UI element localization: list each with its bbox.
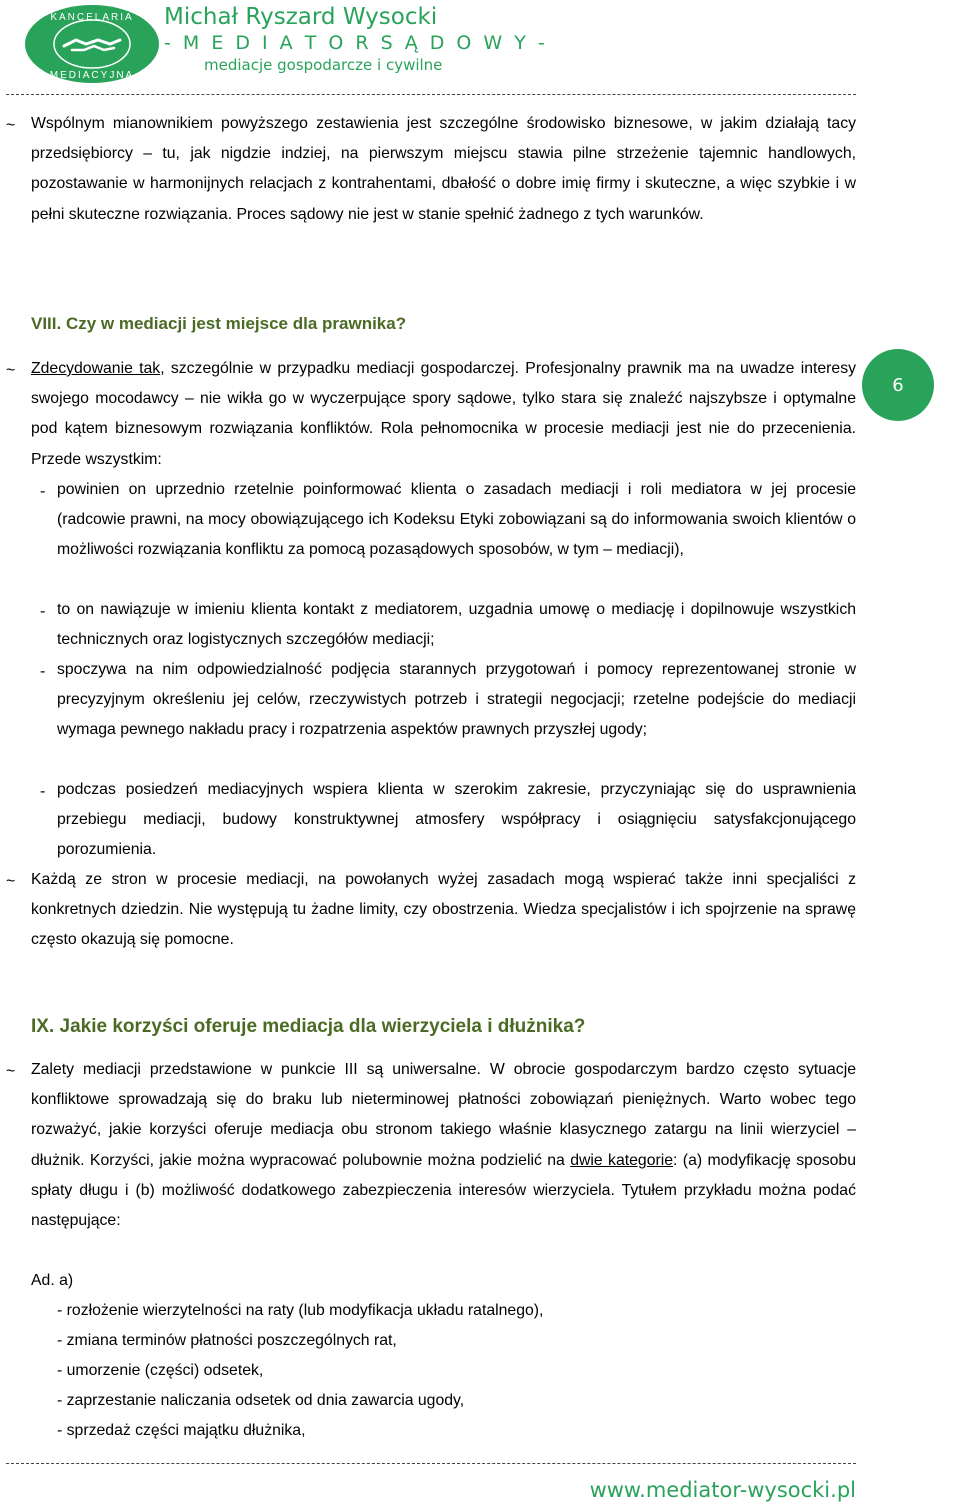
- paragraph-benefits: [31, 1055, 856, 1236]
- dash-marker: -: [40, 603, 46, 620]
- list-item: - rozłożenie wierzytelności na raty (lub modyfikacja układu ratalnego),: [57, 1302, 544, 1319]
- tilde-marker: ~: [6, 873, 16, 890]
- header-divider: [6, 94, 856, 95]
- list-item: - sprzedaż części majątku dłużnika,: [57, 1422, 306, 1439]
- paragraph-lawyer-text: , szczególnie w przypadku mediacji gospodarczej. Profesjonalny prawnik ma na uwadze interesy swojego mocodawcy – nie wikła go w wyczerpujące spory sądowe, tylko stara się znaleźć najszybsze i optymalne pod kątem biznesowym rozwiązania konfliktów. Rola pełnomocnika w procesie mediacji jest nie do przecenienia. Przede wszystkim:: [31, 360, 857, 468]
- paragraph-specialists: Każdą ze stron w procesie mediacji, na powołanych wyżej zasadach mogą wspierać także inni specjaliści z konkretnych dziedzin. Nie występują tu żadne limity, czy obostrzenia. Wiedza specjalistów i ich spojrzenie na sprawę często okazują się pomocne.: [31, 871, 856, 949]
- logo-text-top: KANCELARIA: [50, 12, 134, 23]
- header-text: [164, 2, 548, 76]
- page-header: [0, 0, 960, 96]
- header-subtitle: mediacje gospodarcze i cywilne: [204, 56, 443, 74]
- heading-section-ix: IX. Jakie korzyści oferuje mediacja dla wierzyciela i dłużnika?: [31, 1016, 586, 1037]
- list-item: spoczywa na nim odpowiedzialność podjęcia starannych przygotowań i pomocy reprezentowanej stronie w precyzyjnym określeniu jej celów, rzeczywistych potrzeb i strategii negocjacji; rzetelne podejście do mediacji wymaga pewnego nakładu pracy i rozpatrzenia aspektów prawnych przyszłej ugody;: [57, 661, 856, 739]
- footer-divider: [6, 1463, 856, 1464]
- header-name: Michał Ryszard Wysocki: [164, 4, 438, 30]
- list-item: - zmiana terminów płatności poszczególnych rat,: [57, 1332, 397, 1349]
- list-item: - zaprzestanie naliczania odsetek od dnia zawarcia ugody,: [57, 1392, 465, 1409]
- kancelaria-logo: [24, 4, 160, 84]
- dash-marker: -: [40, 783, 46, 800]
- paragraph-intro: Wspólnym mianownikiem powyższego zestawienia jest szczególne środowisko biznesowe, w jakim działają tacy przedsiębiorcy – tu, jak nigdzie indziej, na pierwszym miejscu stawia pilne strzeżenie tajemnic handlowych, pozostawanie w harmonijnych relacjach z kontrahentami, dbałość o dobre imię firmy i skuteczne, a więc szybkie i w pełni skuteczne rozwiązania. Proces sądowy nie jest w stanie spełnić żadnego z tych warunków.: [31, 115, 856, 223]
- underlined-phrase: dwie kategorie: [570, 1151, 674, 1169]
- list-item: podczas posiedzeń mediacyjnych wspiera klienta w szerokim zakresie, przyczyniając się do usprawnienia przebiegu mediacji, budowy konstruktywnej atmosfery współpracy i osiągnięciu satysfakcjonującego porozumienia.: [57, 781, 856, 859]
- underlined-phrase: Zdecydowanie tak: [31, 360, 161, 377]
- header-role: - M E D I A T O R S Ą D O W Y -: [164, 32, 548, 54]
- footer-website-link[interactable]: www.mediator-wysocki.pl: [589, 1478, 856, 1502]
- paragraph-benefits-text-b: : (a) modyfikację sposobu spłaty długu i (b) możliwość dodatkowego zabezpieczenia interesów wierzyciela. Tytułem przykładu można podać następujące:: [31, 1151, 856, 1230]
- list-item: powinien on uprzednio rzetelnie poinformować klienta o zasadach mediacji i roli mediatora w jej procesie (radcowie prawni, na mocy obowiązującego ich Kodeksu Etyki zobowiązani są do informowania swoich klientów o możliwości rozwiązania konfliktu za pomocą pozasądowych sposobów, w tym – mediacji),: [57, 481, 856, 559]
- dash-marker: -: [40, 663, 46, 680]
- ad-a-label: Ad. a): [31, 1272, 74, 1289]
- tilde-marker: ~: [6, 117, 16, 134]
- tilde-marker: ~: [6, 362, 16, 379]
- logo-text-bottom: MEDIACYJNA: [49, 70, 135, 81]
- page-number-badge: 6: [862, 349, 934, 421]
- heading-section-viii: VIII. Czy w mediacji jest miejsce dla prawnika?: [31, 314, 407, 333]
- list-item: to on nawiązuje w imieniu klienta kontakt z mediatorem, uzgadnia umowę o mediację i dopilnowuje wszystkich technicznych oraz logistycznych szczegółów mediacji;: [57, 601, 856, 649]
- paragraph-benefits-text-a: Zalety mediacji przedstawione w punkcie III są uniwersalne. W obrocie gospodarczym bardzo często sytuacje konfliktowe sprowadzają się do braku lub nieterminowej płatności zobowiązań pieniężnych. Warto wobec tego rozważyć, jakie korzyści oferuje mediacja obu stronom takiego właśnie klasycznego zatargu na linii wierzyciel – dłużnik. Korzyści, jakie można wypracować polubownie można podzielić na: [31, 1061, 856, 1169]
- tilde-marker: ~: [6, 1063, 16, 1080]
- dash-marker: -: [40, 483, 46, 500]
- list-item: - umorzenie (części) odsetek,: [57, 1362, 264, 1379]
- paragraph-lawyer: [31, 354, 856, 475]
